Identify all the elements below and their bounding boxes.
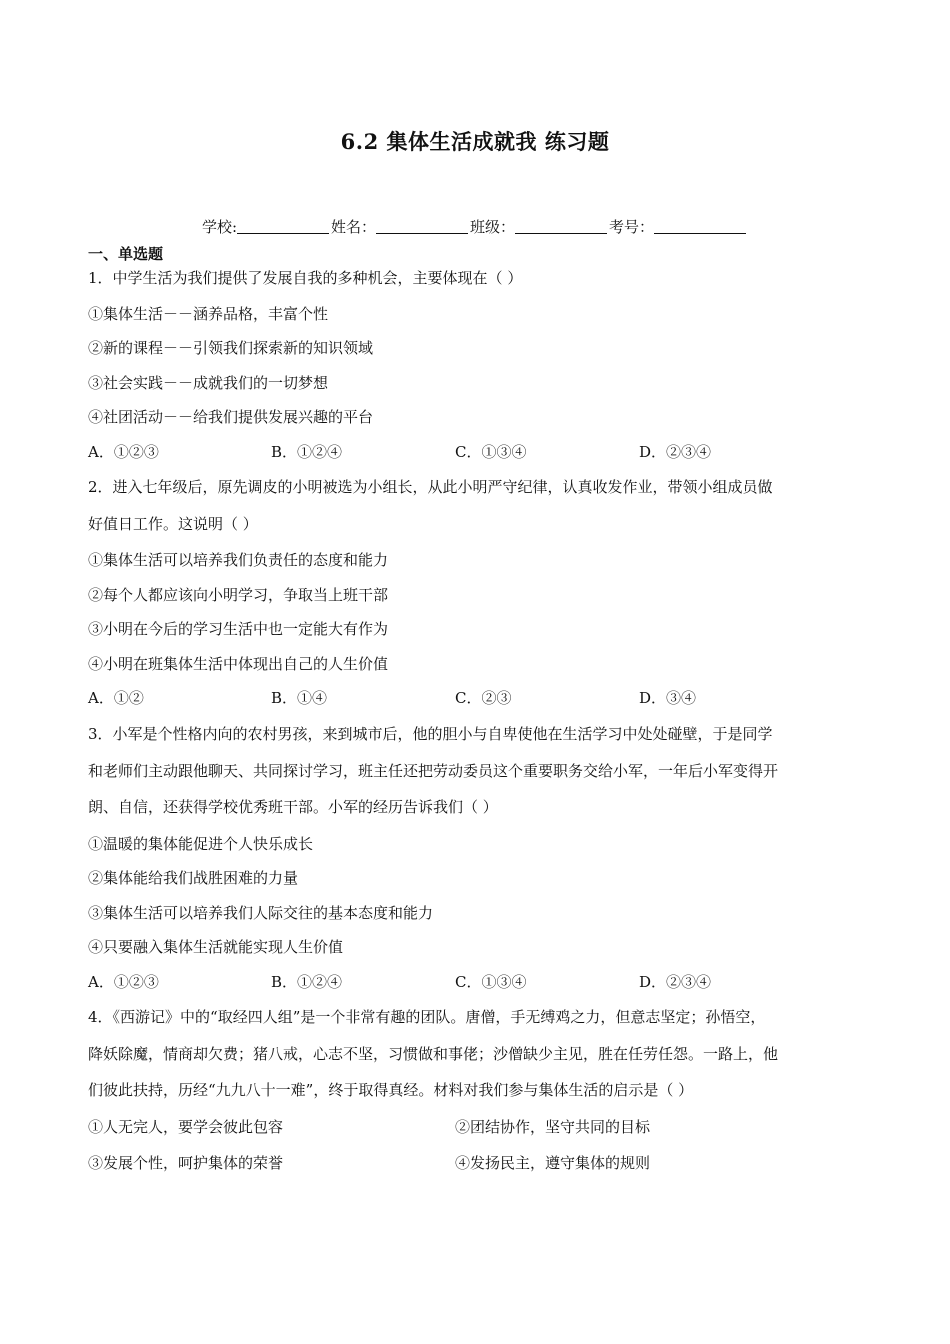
name-label: 姓名： xyxy=(331,218,377,236)
question-item: ①集体生活－－涵养品格，丰富个性 xyxy=(88,305,329,323)
school-blank xyxy=(237,219,329,234)
question-item: ①温暖的集体能促进个人快乐成长 xyxy=(88,835,314,853)
question-stem: 降妖除魔，情商却欠费；猪八戒，心志不坚，习惯做和事佬；沙僧缺少主见，胜在任劳任怨。一路上，他 xyxy=(88,1045,779,1063)
option-c: C．①③④ xyxy=(455,973,527,991)
question-item: ②团结协作，坚守共同的目标 xyxy=(455,1118,651,1136)
question-item: ②新的课程－－引领我们探索新的知识领域 xyxy=(88,339,374,357)
option-b: B．①④ xyxy=(271,689,328,707)
question-item: ③社会实践－－成就我们的一切梦想 xyxy=(88,374,329,392)
option-a: A．①②③ xyxy=(88,443,159,461)
exam-number-blank xyxy=(654,219,746,234)
question-item: ④社团活动－－给我们提供发展兴趣的平台 xyxy=(88,408,374,426)
question-item: ④只要融入集体生活就能实现人生价值 xyxy=(88,938,344,956)
option-a: A．①② xyxy=(88,689,144,707)
student-info-row xyxy=(0,216,950,237)
class-blank xyxy=(515,219,607,234)
option-c: C．①③④ xyxy=(455,443,527,461)
question-stem: 们彼此扶持，历经“九九八十一难”，终于取得真经。材料对我们参与集体生活的启示是（ ） xyxy=(88,1081,694,1099)
question-item: ②集体能给我们战胜困难的力量 xyxy=(88,869,299,887)
question-stem: 4．《西游记》中的“取经四人组”是一个非常有趣的团队。唐僧，手无缚鸡之力，但意志坚定；孙悟空， xyxy=(88,1008,766,1026)
question-item: ①集体生活可以培养我们负责任的态度和能力 xyxy=(88,551,389,569)
question-item: ①人无完人，要学会彼此包容 xyxy=(88,1118,284,1136)
option-d: D．③④ xyxy=(639,689,697,707)
school-label: 学校: xyxy=(201,218,237,236)
section-title: 一、单选题 xyxy=(88,245,164,263)
class-label: 班级： xyxy=(470,218,516,236)
question-stem: 2．进入七年级后，原先调皮的小明被选为小组长，从此小明严守纪律，认真收发作业，带领小组成员做 xyxy=(88,478,773,496)
question-item: ③小明在今后的学习生活中也一定能大有作为 xyxy=(88,620,389,638)
page-title: 6.2 集体生活成就我 练习题 xyxy=(340,129,610,154)
question-stem: 和老师们主动跟他聊天、共同探讨学习，班主任还把劳动委员这个重要职务交给小军，一年后小军变得开 xyxy=(88,762,779,780)
question-item: ④小明在班集体生活中体现出自己的人生价值 xyxy=(88,655,389,673)
question-item: ②每个人都应该向小明学习，争取当上班干部 xyxy=(88,586,389,604)
option-b: B．①②④ xyxy=(271,443,343,461)
question-stem: 1．中学生活为我们提供了发展自我的多种机会，主要体现在（ ） xyxy=(88,269,523,287)
question-stem: 3．小军是个性格内向的农村男孩，来到城市后，他的胆小与自卑使他在生活学习中处处碰壁，于是同学 xyxy=(88,725,773,743)
option-c: C．②③ xyxy=(455,689,512,707)
question-stem: 好值日工作。这说明（ ） xyxy=(88,515,258,533)
question-stem: 朗、自信，还获得学校优秀班干部。小军的经历告诉我们（ ） xyxy=(88,798,498,816)
question-item: ③发展个性，呵护集体的荣誉 xyxy=(88,1154,284,1172)
option-d: D．②③④ xyxy=(639,443,712,461)
question-item: ③集体生活可以培养我们人际交往的基本态度和能力 xyxy=(88,904,434,922)
question-item: ④发扬民主，遵守集体的规则 xyxy=(455,1154,651,1172)
option-b: B．①②④ xyxy=(271,973,343,991)
option-a: A．①②③ xyxy=(88,973,159,991)
option-d: D．②③④ xyxy=(639,973,712,991)
exam-number-label: 考号： xyxy=(609,218,655,236)
name-blank xyxy=(376,219,468,234)
